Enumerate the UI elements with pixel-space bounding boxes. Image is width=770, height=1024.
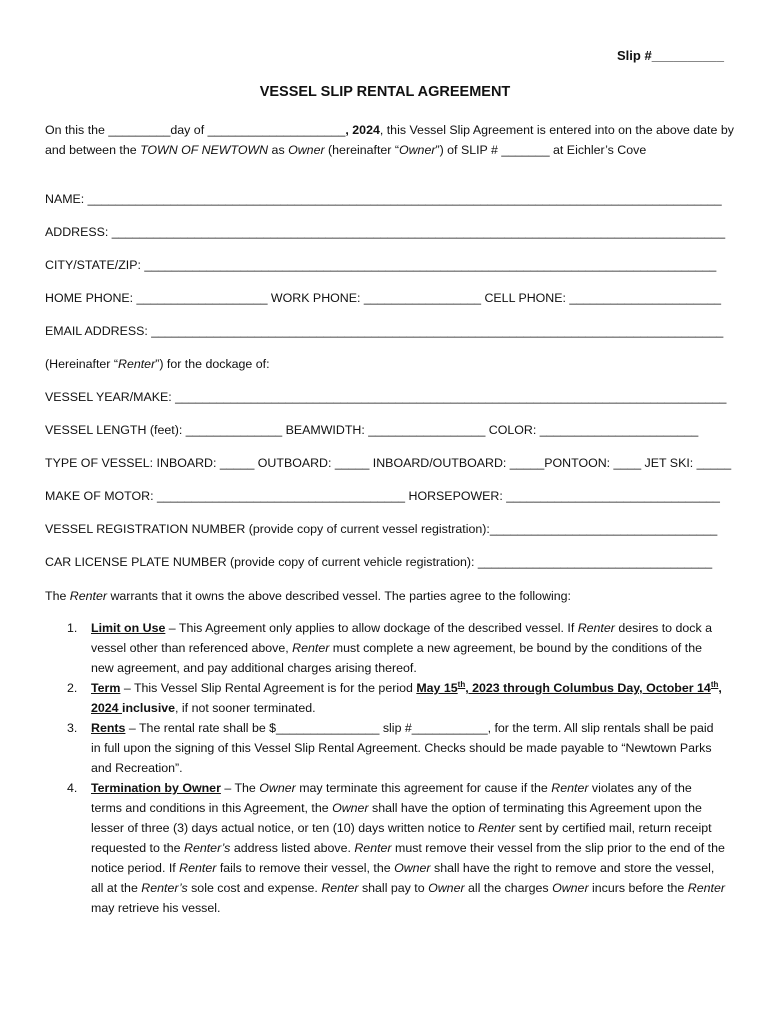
intro-paragraph [45, 120, 735, 160]
slip-number-label: Slip #__________ [617, 48, 724, 63]
renter-term: Renter [577, 621, 615, 635]
owner-term: Owner [552, 881, 589, 895]
term-limit-on-use [45, 618, 725, 678]
term-text: – The [220, 781, 260, 795]
renter-term: Renter’s [141, 881, 188, 895]
car-license-plate-field[interactable]: CAR LICENSE PLATE NUMBER (provide copy of current vehicle registration): __________________________________ [45, 555, 713, 569]
term-text: sole cost and expense. [187, 881, 322, 895]
term-text: – This Vessel Slip Rental Agreement is for the period [120, 681, 417, 695]
owner-term: Owner [259, 781, 296, 795]
term-text: must complete a new agreement, be bound by the conditions of the new agreement, and pay additional charges arising thereof. [91, 641, 702, 675]
term-text: – This Agreement only applies to allow dockage of the described vessel. If [165, 621, 578, 635]
renter-term: Renter [687, 881, 725, 895]
term-heading: Term [91, 681, 121, 695]
name-field[interactable]: NAME: ____________________________________________________________________________________________ [45, 192, 722, 206]
intro-text: as [268, 143, 289, 157]
owner-term: Owner [332, 801, 369, 815]
term-text: violates any of the terms and conditions in this Agreement, the [91, 781, 692, 815]
term-text: shall have the option of terminating this Agreement upon the lesser of three (3) days actual notice, or ten (10) days written notice to [91, 801, 702, 835]
renter-fields [45, 192, 735, 588]
term-text: sent by certified mail, return receipt requested to the [91, 821, 712, 855]
term-heading: Limit on Use [91, 621, 166, 635]
town-name: TOWN OF NEWTOWN [140, 143, 269, 157]
term-date: May 15 [416, 681, 458, 695]
term-text: fails to remove their vessel, the [216, 861, 395, 875]
warrant-text: warrants that it owns the above described vessel. The parties agree to the following: [107, 589, 571, 603]
owner-term: Owner [428, 881, 465, 895]
city-state-zip-field[interactable]: CITY/STATE/ZIP: ___________________________________________________________________________________ [45, 258, 717, 272]
renter-term: Renter [321, 881, 359, 895]
page-title: VESSEL SLIP RENTAL AGREEMENT [259, 84, 511, 100]
term-termination-by-owner [45, 778, 725, 918]
intro-text: , this Vessel Slip Agreement is entered into on the above date by and between the [45, 123, 734, 157]
owner-term: Owner [394, 861, 431, 875]
term-number: 1. [67, 621, 78, 635]
hereinafter-text: (Hereinafter “ [45, 357, 118, 371]
renter-term: Renter [179, 861, 217, 875]
renter-term: Renter [292, 641, 330, 655]
address-field[interactable]: ADDRESS: _________________________________________________________________________________________ [45, 225, 726, 239]
term-text: desires to dock a vessel other than referenced above, [91, 621, 713, 655]
renter-term: Renter [69, 589, 107, 603]
term-rents [45, 718, 725, 778]
vessel-dimensions-fields[interactable]: VESSEL LENGTH (feet): ______________ BEAMWIDTH: _________________ COLOR: _______________________ [45, 423, 699, 437]
renter-term: Renter [551, 781, 589, 795]
term-heading: Rents [91, 721, 126, 735]
term-text: incurs before the [588, 881, 688, 895]
hereinafter-text: ”) for the dockage of: [155, 357, 270, 371]
term-number: 3. [67, 721, 78, 735]
term-text: , if not sooner terminated. [175, 701, 316, 715]
term-text: address listed above. [230, 841, 355, 855]
vessel-year-make-field[interactable]: VESSEL YEAR/MAKE: ________________________________________________________________________________ [45, 390, 727, 404]
term-text: all the charges [464, 881, 553, 895]
date-suffix: th [710, 679, 719, 689]
term-date: , 2023 through Columbus Day, October 14 [465, 681, 711, 695]
owner-term: Owner [398, 143, 436, 157]
term-text: – The rental rate shall be $_______________ slip #___________, for the term. All slip rentals shall be paid in full upon the signing of this Vessel Slip Rental Agreement. Checks should be made payable to “Newtown Parks and Recreation”. [91, 721, 714, 775]
renter-term: Renter’s [184, 841, 231, 855]
intro-year: , 2024 [345, 123, 380, 137]
date-suffix: th [457, 679, 466, 689]
renter-term: Renter [118, 357, 156, 371]
term-number: 2. [67, 681, 78, 695]
term-text: must remove their vessel from the slip prior to the end of the notice period. If [91, 841, 725, 875]
intro-text: On this the _________day of ____________________ [45, 123, 346, 137]
term-number: 4. [67, 781, 78, 795]
inclusive-label: inclusive [122, 701, 176, 715]
renter-term: Renter [478, 821, 516, 835]
hereinafter-line [45, 357, 735, 390]
owner-term: Owner [288, 143, 325, 157]
terms-list [45, 618, 725, 918]
term-text: may retrieve his vessel. [91, 901, 221, 915]
warrant-text: The [45, 589, 70, 603]
motor-fields[interactable]: MAKE OF MOTOR: ____________________________________ HORSEPOWER: _______________________________ [45, 489, 720, 503]
vessel-registration-field[interactable]: VESSEL REGISTRATION NUMBER (provide copy of current vessel registration):_________________________________ [45, 522, 718, 536]
phone-fields[interactable]: HOME PHONE: ___________________ WORK PHONE: _________________ CELL PHONE: ______________________ [45, 291, 721, 305]
term-date: , 2024 [91, 681, 722, 715]
vessel-type-fields[interactable]: TYPE OF VESSEL: INBOARD: _____ OUTBOARD: _____ INBOARD/OUTBOARD: _____PONTOON: ____ JET SKI: _____ [45, 456, 732, 470]
term-text: may terminate this agreement for cause if the [295, 781, 552, 795]
warrant-statement [45, 589, 735, 603]
term-heading: Termination by Owner [91, 781, 221, 795]
renter-term: Renter [354, 841, 392, 855]
term-text: shall pay to [358, 881, 429, 895]
term-period [45, 678, 725, 718]
email-field[interactable]: EMAIL ADDRESS: ___________________________________________________________________________________ [45, 324, 724, 338]
intro-text: (hereinafter “ [324, 143, 399, 157]
intro-text: ”) of SLIP # _______ at Eichler’s Cove [435, 143, 647, 157]
term-text: shall have the right to remove and store the vessel, all at the [91, 861, 715, 895]
